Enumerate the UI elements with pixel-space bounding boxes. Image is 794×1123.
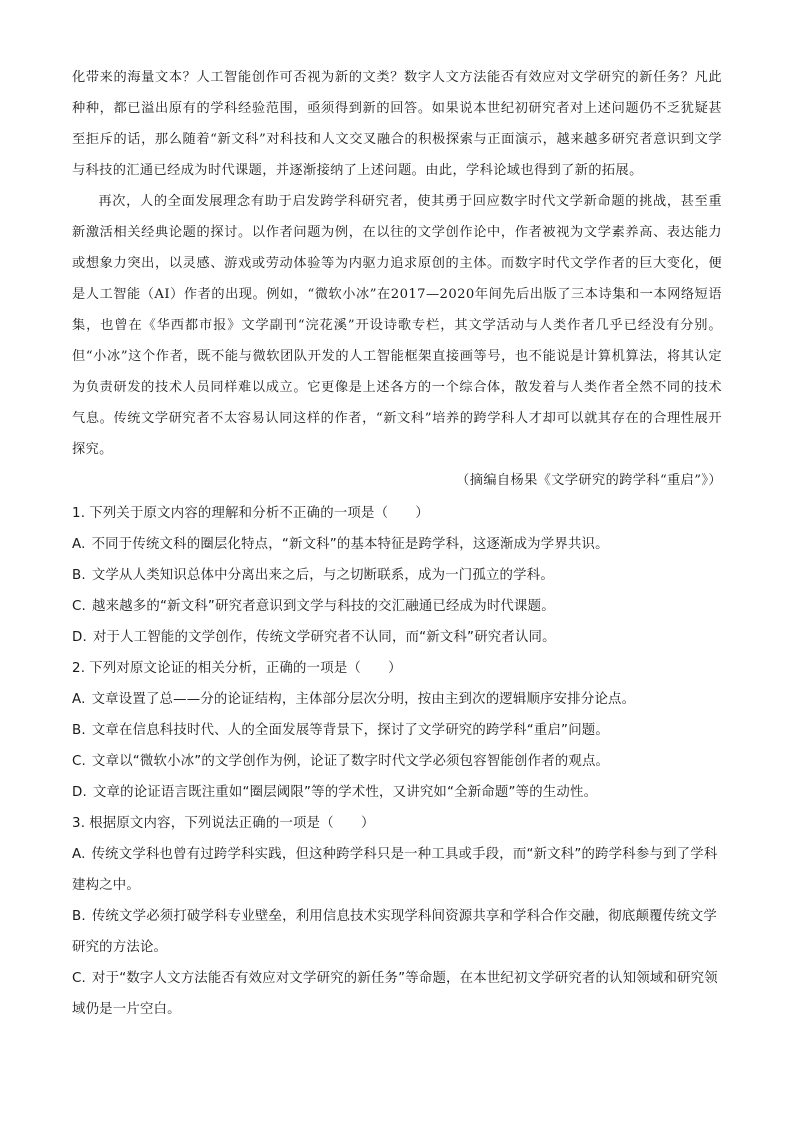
option-b (72, 715, 722, 746)
exam-page (72, 62, 722, 1025)
question-list (72, 498, 722, 1025)
question-1 (72, 498, 722, 653)
question-2 (72, 653, 722, 808)
option-letter: C. (72, 599, 87, 614)
option-d (72, 777, 722, 808)
option-letter: A. (72, 847, 86, 862)
option-c (72, 746, 722, 777)
option-b (72, 560, 722, 591)
question-stem (72, 653, 722, 684)
option-text: 越来越多的“新文科”研究者意识到文学与科技的交汇融通已经成为时代课题。 (92, 599, 555, 614)
option-letter: B. (72, 909, 86, 924)
question-text: 下列关于原文内容的理解和分析不正确的一项是（ ） (89, 506, 429, 521)
option-text: 传统文学必须打破学科专业壁垒，利用信息技术实现学科间资源共享和学科合作交融，彻底颠覆传统文学研究的方法论。 (72, 909, 718, 955)
passage-source: （摘编自杨果《文学研究的跨学科“重启”》） (456, 473, 722, 488)
option-letter: A. (72, 692, 86, 707)
question-text: 下列对原文论证的相关分析，正确的一项是（ ） (89, 661, 402, 676)
option-letter: C. (72, 754, 87, 769)
question-text: 根据原文内容，下列说法正确的一项是（ ） (89, 816, 375, 831)
option-letter: B. (72, 568, 86, 583)
option-d (72, 622, 722, 653)
option-letter: D. (72, 785, 87, 800)
option-a (72, 529, 722, 560)
option-text: 对于人工智能的文学创作，传统文学研究者不认同，而“新文科”研究者认同。 (92, 630, 556, 645)
option-letter: B. (72, 723, 86, 738)
question-number: 1. (72, 506, 86, 521)
option-text: 文章设置了总——分的论证结构，主体部分层次分明，按由主到次的逻辑顺序安排分论点。 (91, 692, 636, 707)
option-letter: C. (72, 971, 87, 986)
option-text: 不同于传统文科的圈层化特点，“新文科”的基本特征是跨学科，这逐渐成为学界共识。 (91, 537, 609, 552)
reading-passage (72, 62, 722, 496)
question-3 (72, 808, 722, 1025)
option-b (72, 901, 722, 963)
passage-paragraph-2: 再次，人的全面发展理念有助于启发跨学科研究者，使其勇于回应数字时代文学新命题的挑战，甚至重新激活相关经典论题的探讨。以作者问题为例，在以往的文学创作论中，作者被视为文学素养高、表达能力或想象力突出，以灵感、游戏或劳动体验等为内驱力追求原创的主体。而数字时代文学作者的巨大变化，便是人工智能（AI）作者的出现。例如，“微软小冰”在2017—2020年间先后出版了三本诗集和一本网络短语集，也曾在《华西都市报》文学副刊“浣花溪”开设诗歌专栏，其文学活动与人类作者几乎已经没有分别。但“小冰”这个作者，既不能与微软团队开发的人工智能框架直接画等号，也不能说是计算机算法，将其认定为负责研发的技术人员同样难以成立。它更像是上述各方的一个综合体，散发着与人类作者全然不同的技术气息。传统文学研究者不太容易认同这样的作者，“新文科”培养的跨学科人才却可以就其存在的合理性展开探究。 (72, 194, 722, 457)
question-number: 2. (72, 661, 86, 676)
option-c (72, 591, 722, 622)
option-text: 对于“数字人文方法能否有效应对文学研究的新任务”等命题，在本世纪初文学研究者的认知领域和研究领域仍是一片空白。 (72, 971, 718, 1017)
option-letter: A. (72, 537, 86, 552)
question-stem (72, 808, 722, 839)
option-a (72, 684, 722, 715)
option-text: 文学从人类知识总体中分离出来之后，与之切断联系，成为一门孤立的学科。 (91, 568, 554, 583)
option-a (72, 839, 722, 901)
question-number: 3. (72, 816, 86, 831)
option-letter: D. (72, 630, 87, 645)
option-c (72, 963, 722, 1025)
option-text: 文章以“微软小冰”的文学创作为例，论证了数字时代文学必须包容智能创作者的观点。 (92, 754, 610, 769)
question-stem (72, 498, 722, 529)
option-text: 文章的论证语言既注重如“圈层阈限”等的学术性，又讲究如“全新命题”等的生动性。 (92, 785, 598, 800)
option-text: 传统文学科也曾有过跨学科实践，但这种跨学科只是一种工具或手段，而“新文科”的跨学科参与到了学科建构之中。 (72, 847, 718, 893)
passage-paragraph-1: 化带来的海量文本？人工智能创作可否视为新的文类？数字人文方法能否有效应对文学研究的新任务？凡此种种，都已溢出原有的学科经验范围，亟须得到新的回答。如果说本世纪初研究者对上述问题仍不乏犹疑甚至拒斥的话，那么随着“新文科”对科技和人文交叉融合的积极探索与正面演示，越来越多研究者意识到文学与科技的汇通已经成为时代课题，并逐渐接纳了上述问题。由此，学科论域也得到了新的拓展。 (72, 70, 722, 178)
option-text: 文章在信息科技时代、人的全面发展等背景下，探讨了文学研究的跨学科“重启”问题。 (91, 723, 609, 738)
